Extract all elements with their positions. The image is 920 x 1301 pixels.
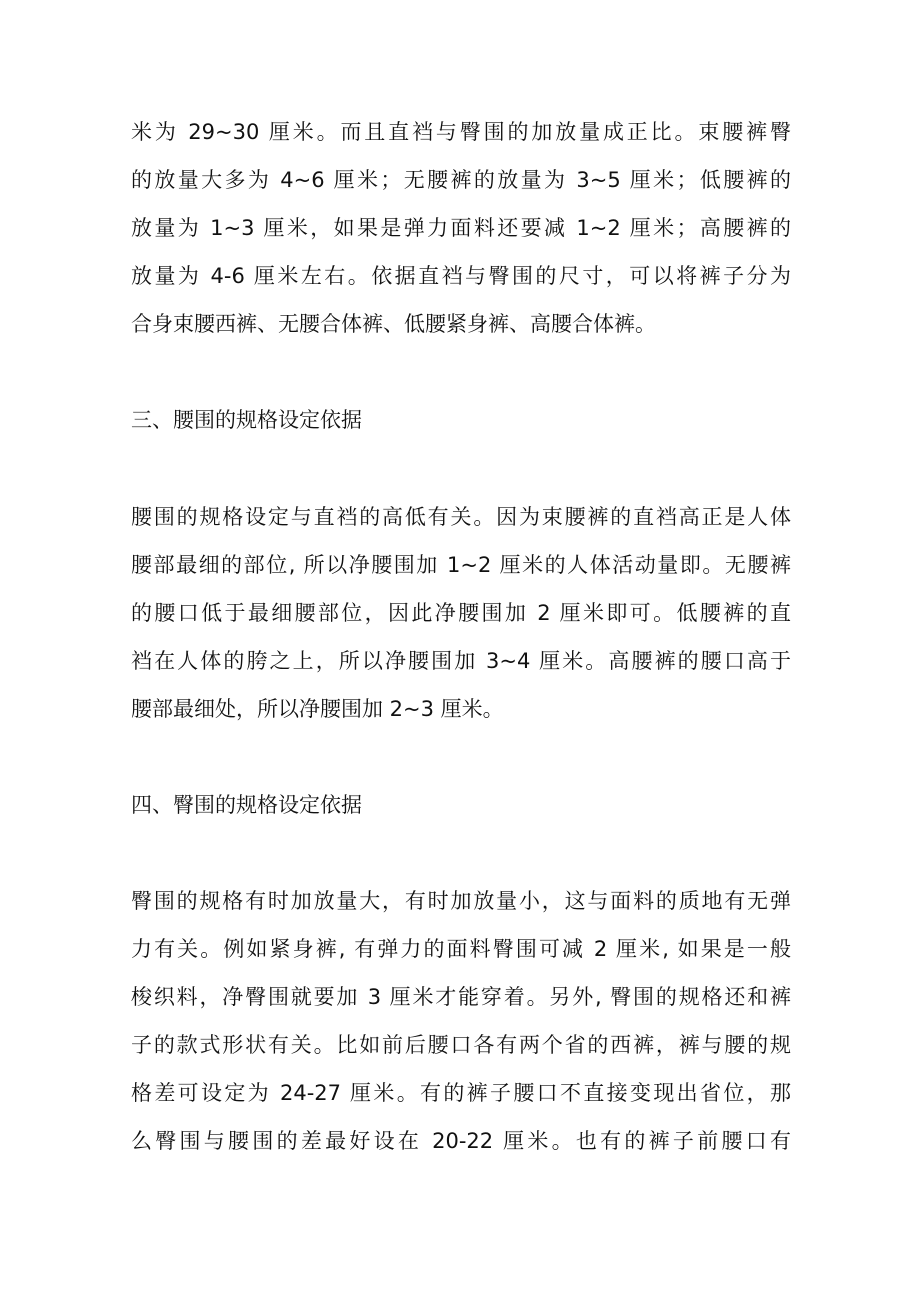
text-line: 的腰口低于最细腰部位，因此净腰围加 2 厘米即可。低腰裤的直 (131, 601, 791, 625)
section-heading-waist: 三、腰围的规格设定依据 (131, 408, 362, 432)
text-line: 梭织料，净臀围就要加 3 厘米才能穿着。另外, 臀围的规格还和裤 (131, 985, 791, 1009)
text-line: 力有关。例如紧身裤, 有弹力的面料臀围可减 2 厘米, 如果是一般 (131, 937, 791, 961)
text-line: 米为 29~30 厘米。而且直裆与臀围的加放量成正比。束腰裤臀 (131, 120, 791, 144)
text-line: 合身束腰西裤、无腰合体裤、低腰紧身裤、高腰合体裤。 (131, 312, 656, 336)
text-line: 臀围的规格有时加放量大，有时加放量小，这与面料的质地有无弹 (131, 889, 791, 913)
text-line: 裆在人体的胯之上，所以净腰围加 3~4 厘米。高腰裤的腰口高于 (131, 649, 791, 673)
section-heading-hip: 四、臀围的规格设定依据 (131, 793, 362, 817)
text-line: 放量为 1~3 厘米，如果是弹力面料还要减 1~2 厘米；高腰裤的 (131, 216, 791, 240)
text-line: 腰部最细处，所以净腰围加 2~3 厘米。 (131, 697, 504, 721)
text-line: 子的款式形状有关。比如前后腰口各有两个省的西裤，裤与腰的规 (131, 1033, 791, 1057)
text-line: 腰部最细的部位, 所以净腰围加 1~2 厘米的人体活动量即。无腰裤 (131, 553, 791, 577)
text-line: 么臀围与腰围的差最好设在 20-22 厘米。也有的裤子前腰口有 (131, 1129, 791, 1153)
text-line: 放量为 4-6 厘米左右。依据直裆与臀围的尺寸，可以将裤子分为 (131, 264, 791, 288)
text-line: 格差可设定为 24-27 厘米。有的裤子腰口不直接变现出省位，那 (131, 1081, 791, 1105)
text-line: 腰围的规格设定与直裆的高低有关。因为束腰裤的直裆高正是人体 (131, 505, 791, 529)
text-line: 的放量大多为 4~6 厘米；无腰裤的放量为 3~5 厘米；低腰裤的 (131, 168, 791, 192)
